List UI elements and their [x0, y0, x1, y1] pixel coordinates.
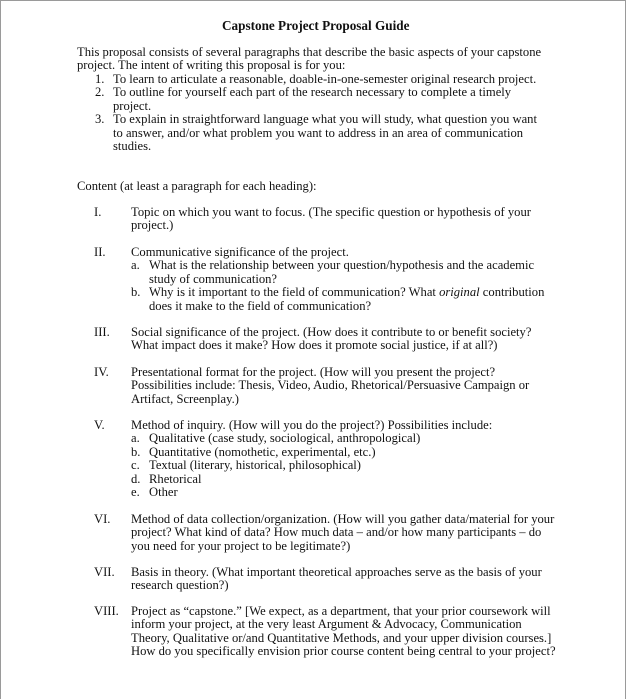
sub-letter: b. [131, 285, 141, 300]
sub-item [131, 432, 557, 445]
section-numeral: VII. [94, 565, 115, 579]
document-title: Capstone Project Proposal Guide [222, 18, 410, 33]
sub-item [131, 446, 557, 459]
section-body [131, 246, 557, 313]
goal-text: To explain in straightforward language what you will study, what question you want to answer, and/or what problem you want to address in an area of communication studies. [113, 112, 537, 154]
section-numeral: V. [94, 418, 105, 432]
goals-list [95, 73, 545, 153]
sub-text: Quantitative (nomothetic, experimental, etc.) [149, 444, 376, 459]
goal-text: To outline for yourself each part of the research necessary to complete a timely project. [113, 85, 512, 113]
goal-item [95, 86, 545, 113]
section-text: Basis in theory. (What important theoretical approaches serve as the basis of your research question?) [131, 565, 542, 593]
sub-item [131, 286, 557, 313]
sub-text: Qualitative (case study, sociological, anthropological) [149, 431, 421, 446]
sub-item [131, 473, 557, 486]
section-numeral: II. [94, 245, 106, 259]
section-text: Project as “capstone.” [We expect, as a department, that your prior coursework will inform your project, at the very least Argument & Advocacy, Communication Theory, Qualitative or/and Quantitative Methods, and your upper division courses.] How do you specifically envision prior course content being central to your project? [131, 604, 556, 659]
sub-text-emphasis: original [439, 285, 480, 300]
goal-text: To learn to articulate a reasonable, doable-in-one-semester original research project. [113, 72, 537, 86]
sub-letter: c. [131, 458, 140, 473]
section-numeral: III. [94, 325, 110, 339]
section-text: Social significance of the project. (How does it contribute to or benefit society? What impact does it make? How does it promote social justice, if at all?) [131, 325, 532, 353]
goal-number: 3. [95, 112, 105, 127]
sub-letter: d. [131, 471, 141, 486]
section-text: Communicative significance of the project. [131, 245, 349, 259]
intro-paragraph: This proposal consists of several paragraphs that describe the basic aspects of your capstone project. The intent of writing this proposal is for you: [77, 45, 542, 73]
content-heading: Content (at least a paragraph for each heading): [77, 179, 317, 193]
section-text: Method of inquiry. (How will you do the project?) Possibilities include: [131, 418, 493, 432]
sub-text-before: Why is it important to the field of communication? What [149, 285, 440, 300]
sub-letter: b. [131, 444, 141, 459]
goal-number: 2. [95, 85, 105, 100]
sub-letter: a. [131, 431, 140, 446]
sub-text-after: contribution does it make to the field of communication? [149, 285, 545, 313]
section-text: Method of data collection/organization. (How will you gather data/material for your project? What kind of data? How much data – and/or how many participants – do you need for your project to be legitimate?) [131, 512, 555, 553]
sub-text: Textual (literary, historical, philosophical) [149, 458, 361, 473]
section-numeral: I. [94, 205, 102, 219]
sub-letter: e. [131, 485, 140, 500]
sub-text: Rhetorical [149, 471, 202, 486]
sub-letter: a. [131, 258, 140, 273]
goal-item [95, 113, 545, 153]
goal-number: 1. [95, 72, 105, 86]
section-text: Presentational format for the project. (How will you present the project? Possibilities include: Thesis, Video, Audio, Rhetorical/Persuasive Campaign or Artifact, Screenplay.) [131, 365, 530, 406]
section-numeral: VIII. [94, 604, 119, 618]
sub-text: Other [149, 485, 178, 500]
section-text: Topic on which you want to focus. (The specific question or hypothesis of your project.) [131, 205, 531, 233]
sub-item [131, 259, 557, 286]
sub-item [131, 459, 557, 472]
sub-item [131, 486, 557, 499]
section-numeral: VI. [94, 512, 111, 526]
section-body [131, 419, 557, 499]
sub-text: What is the relationship between your question/hypothesis and the academic study of communication? [149, 258, 535, 286]
section-numeral: IV. [94, 365, 109, 379]
goal-item [95, 73, 545, 86]
